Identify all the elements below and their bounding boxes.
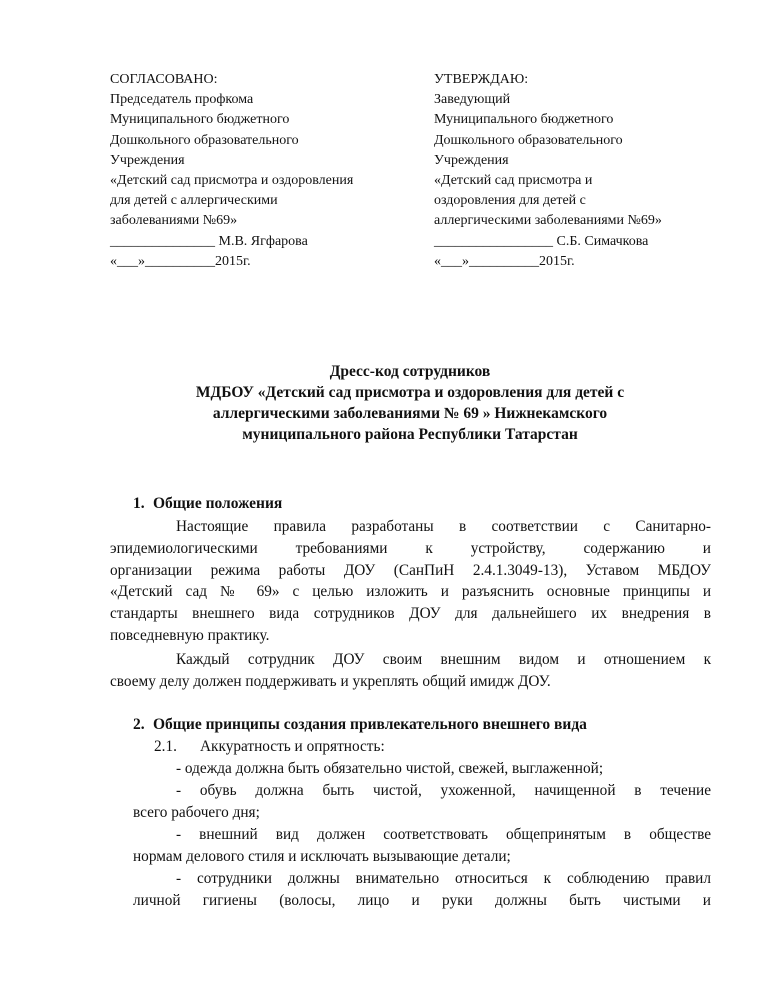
list-item: - сотрудники должны внимательно относиться к соблюдению правил — [176, 870, 711, 887]
left-signature-line: _______________ М.В. Ягфарова — [110, 233, 308, 249]
paragraph-line: эпидемиологическими требованиями к устройству, содержанию и — [110, 540, 711, 557]
section-1-number: 1. — [133, 495, 145, 512]
list-item: - обувь должна быть чистой, ухоженной, начищенной в течение — [176, 782, 711, 799]
left-block-line: Дошкольного образовательного — [110, 132, 299, 148]
left-block-line: заболеваниями №69» — [110, 213, 238, 229]
list-item: - одежда должна быть обязательно чистой, свежей, выглаженной; — [176, 760, 604, 777]
right-block-line: Учреждения — [434, 152, 509, 168]
section-2-heading — [133, 716, 587, 734]
title-line: МДБОУ «Детский сад присмотра и оздоровления для детей с — [195, 384, 625, 401]
document-title — [110, 361, 710, 445]
list-item-continuation: нормам делового стиля и исключать вызывающие детали; — [133, 848, 511, 865]
right-date-line: «___»__________2015г. — [434, 253, 575, 269]
paragraph-line: своему делу должен поддерживать и укреплять общий имидж ДОУ. — [110, 673, 551, 690]
subsection-title: Аккуратность и опрятность: — [200, 738, 385, 755]
right-block-line: УТВЕРЖДАЮ: — [434, 72, 529, 87]
subsection-number: 2.1. — [154, 738, 177, 755]
right-block-line: аллергическими заболеваниями №69» — [434, 213, 662, 229]
subsection-2-1 — [154, 738, 385, 756]
paragraph-line: повседневную практику. — [110, 627, 270, 644]
right-block-line: «Детский сад присмотра и — [434, 173, 593, 189]
paragraph-line: «Детский сад № 69» с целью изложить и разъяснить основные принципы и — [110, 583, 711, 600]
section-2-number: 2. — [133, 716, 145, 733]
right-block-line: Муниципального бюджетного — [434, 112, 614, 128]
section-1-heading — [133, 495, 282, 513]
section-2-title: Общие принципы создания привлекательного внешнего вида — [153, 716, 587, 733]
paragraph-line: организации режима работы ДОУ (СанПиН 2.4.1.3049-13), Уставом МБДОУ — [110, 562, 711, 579]
list-item-continuation: личной гигиены (волосы, лицо и руки должны быть чистыми и — [133, 892, 711, 909]
left-block-line: СОГЛАСОВАНО: — [110, 72, 218, 87]
paragraph-line: Настоящие правила разработаны в соответствии с Санитарно- — [176, 518, 711, 535]
title-line: Дресс-код сотрудников — [329, 363, 491, 380]
left-block-line: Учреждения — [110, 152, 185, 168]
right-signature-line: _________________ С.Б. Симачкова — [434, 233, 649, 249]
list-item: - внешний вид должен соответствовать общепринятым в обществе — [176, 826, 711, 843]
right-block-line: Дошкольного образовательного — [434, 132, 623, 148]
left-block-line: Муниципального бюджетного — [110, 112, 290, 128]
paragraph-line: Каждый сотрудник ДОУ своим внешним видом и отношением к — [176, 651, 711, 668]
approval-block-right — [434, 70, 734, 272]
left-block-line: для детей с аллергическими — [110, 193, 278, 209]
title-line: аллергическими заболеваниями № 69 » Нижнекамского — [212, 405, 608, 422]
list-item-continuation: всего рабочего дня; — [133, 804, 260, 821]
left-block-line: «Детский сад присмотра и оздоровления — [110, 173, 354, 189]
approval-block-left — [110, 70, 410, 272]
right-block-line: оздоровления для детей с — [434, 193, 586, 209]
section-1-title: Общие положения — [153, 495, 283, 512]
paragraph-line: стандарты внешнего вида сотрудников ДОУ для дальнейшего их внедрения в — [110, 605, 711, 622]
left-date-line: «___»__________2015г. — [110, 253, 251, 269]
left-block-line: Председатель профкома — [110, 92, 254, 108]
right-block-line: Заведующий — [434, 92, 511, 108]
title-line: муниципального района Республики Татарстан — [242, 426, 578, 443]
